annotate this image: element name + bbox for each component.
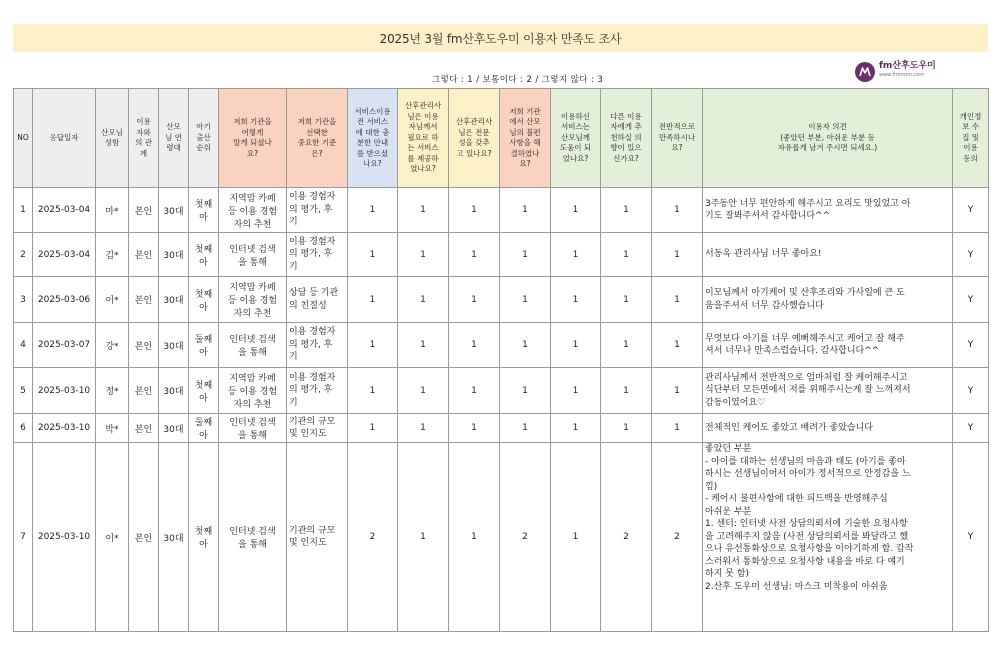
cell-q2: 이용 경험자 의 평가, 후 기 [287,323,348,368]
cell-consent: Y [953,368,989,414]
col-q5: 산후관리사 님은 전문 성을 갖추 고 있나요? [449,89,500,188]
logo-url: www.fmmom.com [879,72,925,78]
cell-name: 정* [96,368,129,414]
cell-opinion: 전체적인 케어도 좋았고 배려가 좋았습니다 [703,414,953,443]
cell-no: 1 [14,188,33,233]
cell-order: 첫째아 [189,188,219,233]
cell-q6: 2 [500,443,551,632]
cell-q7: 1 [551,368,601,414]
cell-age: 30대 [159,323,189,368]
cell-q2: 이용 경험자 의 평가, 후 기 [287,233,348,277]
cell-q1: 인터넷 검색 을 통해 [219,443,287,632]
cell-q7: 1 [551,323,601,368]
col-birth-order: 아기 출산 순위 [189,89,219,188]
cell-q3: 1 [348,233,398,277]
cell-q2: 기관의 규모 및 인지도 [287,443,348,632]
survey-title: 2025년 3월 fm산후도우미 이용자 만족도 조사 [379,31,622,46]
cell-relation: 본인 [129,414,159,443]
cell-q4: 1 [398,414,449,443]
col-opinion: 이용자 의견 (좋았던 부분, 아쉬운 부분 등 자유롭게 남겨 주시면 되세요.) [703,89,953,188]
col-q4: 산후관리사 님은 이용 자님께서 필요로 하 는 서비스 를 제공하 였나요? [398,89,449,188]
cell-q4: 1 [398,323,449,368]
cell-q5: 1 [449,368,500,414]
cell-no: 7 [14,443,33,632]
cell-opinion: 무엇보다 아기를 너무 예뻐해주시고 케어고 잘 해주 셔서 너무나 만족스럽습니다. 감사합니다^^ [703,323,953,368]
cell-q5: 1 [449,414,500,443]
cell-q2: 이용 경험자 의 평가, 후 기 [287,368,348,414]
col-q3: 서비스이용 전 서비스 에 대한 충 분한 안내 를 받으셨 나요? [348,89,398,188]
cell-date: 2025-03-10 [33,414,96,443]
cell-q7: 1 [551,188,601,233]
cell-age: 30대 [159,368,189,414]
table-row [14,277,989,323]
cell-q2: 상담 등 기관 의 친절성 [287,277,348,323]
cell-relation: 본인 [129,188,159,233]
cell-name: 강* [96,323,129,368]
cell-q8: 2 [601,443,652,632]
cell-q7: 1 [551,443,601,632]
cell-q6: 1 [500,188,551,233]
cell-date: 2025-03-06 [33,277,96,323]
cell-date: 2025-03-10 [33,443,96,632]
table-row [14,188,989,233]
cell-no: 3 [14,277,33,323]
cell-q4: 1 [398,443,449,632]
cell-order: 첫째아 [189,443,219,632]
table-row [14,368,989,414]
col-relation: 이용 자와 의 관 계 [129,89,159,188]
col-q2: 저희 기관을 선택한 중요한 기준 은? [287,89,348,188]
cell-order: 둘째아 [189,414,219,443]
cell-name: 마* [96,188,129,233]
cell-q8: 1 [601,233,652,277]
cell-q8: 1 [601,188,652,233]
cell-q4: 1 [398,368,449,414]
cell-consent: Y [953,233,989,277]
table-row [14,443,989,632]
table-row [14,233,989,277]
cell-age: 30대 [159,414,189,443]
cell-opinion: 이모님께서 아기케어 및 산후조리와 가사일에 큰 도 움을주셔서 너무 감사했습니다 [703,277,953,323]
cell-opinion: 3주동안 너무 편안하게 해주시고 요리도 맛있었고 아 기도 잘봐주셔서 감사합니다^^ [703,188,953,233]
cell-no: 6 [14,414,33,443]
brand-logo [855,62,960,84]
logo-name: fm산후도우미 [879,61,936,71]
cell-age: 30대 [159,233,189,277]
cell-q9: 1 [652,277,703,323]
cell-consent: Y [953,414,989,443]
cell-order: 둘째아 [189,323,219,368]
col-q6: 저희 기관 에서 산모 님의 불편 사항을 해 결하였나 요? [500,89,551,188]
col-age: 산모 님 연 령대 [159,89,189,188]
cell-q3: 1 [348,414,398,443]
cell-relation: 본인 [129,368,159,414]
cell-q7: 1 [551,277,601,323]
col-date: 응답일자 [33,89,96,188]
cell-opinion: 서동옥 관리사님 너무 좋아요! [703,233,953,277]
cell-no: 2 [14,233,33,277]
col-consent: 개인정 보 수 집 및 이용 동의 [953,89,989,188]
cell-relation: 본인 [129,443,159,632]
cell-consent: Y [953,188,989,233]
cell-q9: 1 [652,414,703,443]
cell-q4: 1 [398,188,449,233]
col-q8: 다른 이용 자에게 추 천하실 의 향이 있으 신가요? [601,89,652,188]
scale-legend: 그렇다 : 1 / 보통이다 : 2 / 그렇지 않다 : 3 [432,75,604,85]
cell-q2: 이용 경험자 의 평가, 후 기 [287,188,348,233]
table-row [14,414,989,443]
col-no: NO [14,89,33,188]
col-q9: 전반적으로 만족하시나 요? [652,89,703,188]
cell-no: 4 [14,323,33,368]
cell-q7: 1 [551,233,601,277]
cell-q3: 1 [348,188,398,233]
col-mom-name: 산모님 성함 [96,89,129,188]
cell-q5: 1 [449,443,500,632]
cell-q9: 1 [652,188,703,233]
cell-order: 첫째아 [189,233,219,277]
cell-consent: Y [953,277,989,323]
cell-q1: 지역맘 카페 등 이용 경험 자의 추천 [219,188,287,233]
cell-name: 김* [96,233,129,277]
cell-q3: 1 [348,323,398,368]
cell-q8: 1 [601,414,652,443]
cell-opinion: 관리사님께서 전반적으로 엄마처럼 잘 케어해주시고 식단부터 모든면에서 저를 위해주시는게 잘 느껴져서 감동이였어요♡ [703,368,953,414]
cell-q8: 1 [601,368,652,414]
cell-q3: 1 [348,368,398,414]
cell-q6: 1 [500,414,551,443]
cell-q3: 1 [348,277,398,323]
col-q7: 이용하신 서비스는 산모님께 도움이 되 었나요? [551,89,601,188]
cell-q9: 1 [652,368,703,414]
cell-q9: 1 [652,323,703,368]
cell-q6: 1 [500,233,551,277]
cell-order: 첫째아 [189,368,219,414]
cell-name: 이* [96,277,129,323]
cell-q1: 인터넷 검색 을 통해 [219,233,287,277]
cell-q8: 1 [601,277,652,323]
table-row [14,323,989,368]
cell-order: 첫째아 [189,277,219,323]
cell-q5: 1 [449,233,500,277]
table-header-row [14,89,989,188]
cell-q6: 1 [500,368,551,414]
cell-q9: 2 [652,443,703,632]
cell-opinion: 좋았던 부분 - 아이를 대하는 선생님의 마음과 태도 (아기를 좋아 하시는 선생님이어서 아이가 정서적으로 안정감을 느 낌) - 케어시 불편사항에 대한 피드백을 반영해주심 아쉬운 부분 1. 센터: 인터넷 사전 상담의뢰서에 기술한 요청사항 을 고려해주지 않음 (사전 상담의뢰서를 봐달라고 했 으나 유선통화상으로 요청사항을 이야기하게 함. 갑작 스러워서 통화상으로 요청사항 내용을 바로 다 얘기 하지 못 함) 2.산후 도우미 선생님: 마스크 미착용이 아쉬움 [703,443,953,632]
cell-age: 30대 [159,443,189,632]
cell-date: 2025-03-07 [33,323,96,368]
cell-no: 5 [14,368,33,414]
cell-q1: 지역맘 카페 등 이용 경험 자의 추천 [219,277,287,323]
cell-q7: 1 [551,414,601,443]
cell-q4: 1 [398,233,449,277]
survey-table [13,88,989,632]
cell-date: 2025-03-10 [33,368,96,414]
cell-age: 30대 [159,188,189,233]
cell-q4: 1 [398,277,449,323]
cell-q8: 1 [601,323,652,368]
cell-relation: 본인 [129,277,159,323]
cell-relation: 본인 [129,323,159,368]
cell-q1: 인터넷 검색 을 통해 [219,323,287,368]
cell-q6: 1 [500,277,551,323]
cell-q3: 2 [348,443,398,632]
cell-q2: 기관의 규모 및 인지도 [287,414,348,443]
cell-consent: Y [953,443,989,632]
cell-relation: 본인 [129,233,159,277]
cell-q1: 인터넷 검색 을 통해 [219,414,287,443]
cell-age: 30대 [159,277,189,323]
cell-name: 박* [96,414,129,443]
cell-date: 2025-03-04 [33,188,96,233]
fm-logo-icon [855,62,875,82]
survey-title-bar [13,24,988,52]
cell-q6: 1 [500,323,551,368]
col-q1: 저희 기관을 어떻게 알게 되셨나 요? [219,89,287,188]
cell-q1: 지역맘 카페 등 이용 경험 자의 추천 [219,368,287,414]
cell-consent: Y [953,323,989,368]
cell-date: 2025-03-04 [33,233,96,277]
cell-name: 이* [96,443,129,632]
cell-q9: 1 [652,233,703,277]
cell-q5: 1 [449,323,500,368]
cell-q5: 1 [449,188,500,233]
cell-q5: 1 [449,277,500,323]
